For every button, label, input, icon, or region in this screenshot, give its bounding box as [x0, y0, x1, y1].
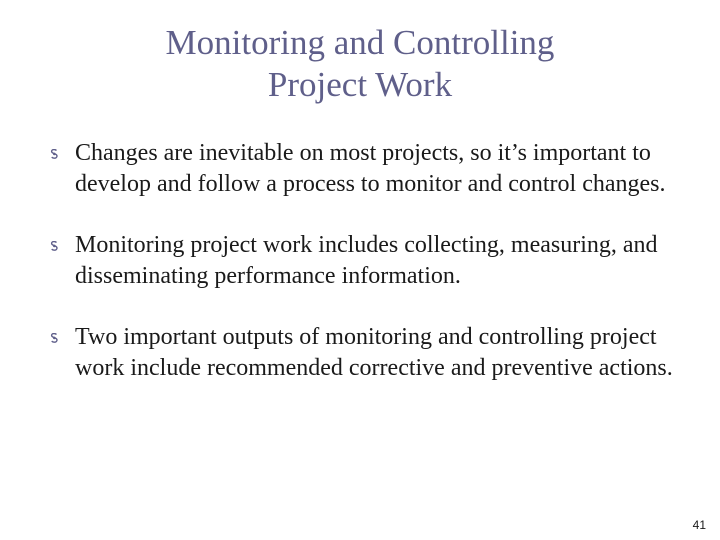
page-number: 41: [692, 518, 706, 532]
section-sign-bullet-icon: [50, 333, 59, 343]
title-line-2: Project Work: [267, 65, 453, 104]
bullet-text: Two important outputs of monitoring and controlling project work include recommended corrective and preventive actions.: [75, 324, 673, 381]
title-line-1: Monitoring and Controlling: [165, 23, 555, 62]
section-sign-bullet-icon: [50, 241, 59, 251]
bullet-list: [48, 138, 688, 384]
bullet-item: [48, 322, 688, 384]
bullet-item: [48, 230, 688, 292]
section-sign-bullet-icon: [50, 149, 59, 159]
bullet-item: [48, 138, 688, 200]
bullet-text: Monitoring project work includes collecting, measuring, and disseminating performance information.: [75, 232, 658, 289]
slide-title: [0, 22, 720, 106]
bullet-text: Changes are inevitable on most projects, so it’s important to develop and follow a process to monitor and control changes.: [75, 140, 666, 197]
